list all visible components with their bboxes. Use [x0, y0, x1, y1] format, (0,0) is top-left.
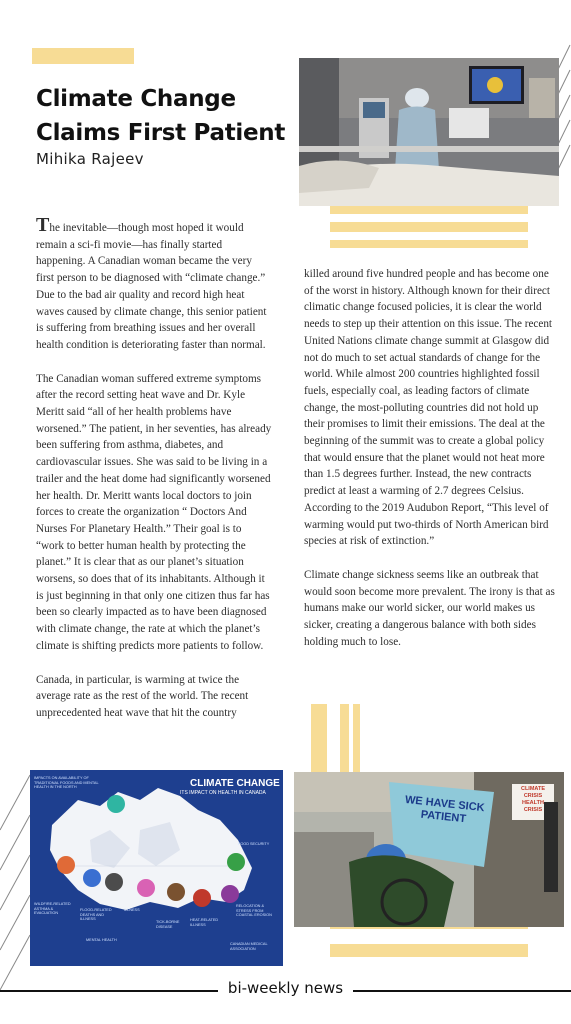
map-label: MENTAL HEALTH — [86, 938, 117, 942]
author-name: Mihika Rajeev — [36, 150, 144, 168]
footer — [0, 979, 571, 997]
map-label: WILDFIRE-RELATED ASTHMA & EVACUATION — [34, 902, 71, 916]
drop-cap: T — [36, 214, 50, 236]
accent-bar — [330, 944, 528, 957]
accent-bar — [330, 222, 528, 232]
footer-label: bi-weekly news — [218, 979, 353, 997]
protest-photo — [294, 772, 564, 927]
map-subtitle: ITS IMPACT ON HEALTH IN CANADA — [180, 790, 266, 796]
map-label: IMPACTS ON AVAILABILITY OF TRADITIONAL FOODS AND MENTAL HEALTH IN THE NORTH — [34, 776, 99, 790]
climate-health-map — [30, 770, 283, 966]
article-paragraph: The Canadian woman suffered extreme symptoms after the record setting heat wave and Dr. Kyle Meritt said “all of her health problems have worsened.” The patient, in her seventies, has already been suffering from asthma, diabetes, and cardiovascular issues. She was said to be living in a trailer and the heat dome had significantly worsened her health. Dr. Meritt wants local doctors to join forces to create the organization “ Doctors And Nurses For Planetary Health.” Their goal is to “work to better human health by protecting the planet.” It is clear that as our planet’s situation worsens, so does that of its inhabitants. Although it is just beginning in that only one citizen thus far has been so clearly impacted as to have been diagnosed with climate change, the rate at which the planet’s climate is shifting predicts more patients to follow. — [36, 372, 272, 652]
article-column-left — [36, 214, 272, 739]
sign-text: CLIMATE CRISIS HEALTH CRISIS — [520, 786, 546, 813]
article-title: Climate Change Claims First Patient — [36, 86, 286, 146]
article-paragraph: Climate change sickness seems like an outbreak that would soon become more prevalent. The irony is that as humans make our world sicker, our world makes us sicker, creating a dangerous balance with both sides holding much to lose. — [304, 568, 555, 648]
accent-bar — [330, 240, 528, 248]
map-title: CLIMATE CHANGE — [190, 778, 280, 789]
map-label: FLOOD-RELATED DEATHS AND ILLNESS — [80, 908, 112, 922]
map-label: TICK-BORNE DISEASE — [156, 920, 180, 929]
map-label: HEAT-RELATED ILLNESS — [190, 918, 219, 927]
map-label: ILLNESS — [124, 908, 140, 912]
article-paragraph: The inevitable—though most hoped it would remain a sci-fi movie—has finally started happening. A Canadian woman became the very first person to be diagnosed with “climate change.” Due to the bad air quality and record high heat waves caused by climate change, this senior patient is suffering from breathing issues and her overall health condition is deteriorating faster than normal. — [36, 214, 267, 351]
article-column-right — [304, 266, 556, 667]
sign-text: WE HAVE SICK PATIENT — [404, 793, 486, 826]
article-paragraph: killed around five hundred people and has become one of the worst in history. Although known for their direct climatic change focused policies, it is clear the world needs to step up their attention on this issue. The recent United Nations climate change summit at Glasgow did not do much to set actual standards of change for the world. While almost 200 countries highlighted fossil fuels, especially coal, as leading factors of climate change, the most-polluting countries did not hold up their promises to limit their emissions. The deal at the beginning of the summit was to create a global policy that would ensure that the planet would not heat more than 1.5 degrees further. Instead, the new contracts predict at least a warming of 2.7 degrees Celsius. According to the 2019 Audubon Report, “This level of warming would put two-thirds of North American bird species at risk of extinction.” — [304, 268, 553, 548]
article-paragraph: Canada, in particular, is warming at twice the average rate as the rest of the world. The recent unprecedented heat wave that hit the country — [36, 673, 249, 719]
map-label: RELOCATION & STRESS FROM COASTAL EROSION — [236, 904, 272, 918]
map-label: FOOD SECURITY — [238, 842, 270, 846]
accent-bar — [32, 48, 134, 64]
hospital-photo — [299, 58, 559, 206]
map-org: CANADIAN MEDICAL ASSOCIATION — [230, 942, 268, 951]
